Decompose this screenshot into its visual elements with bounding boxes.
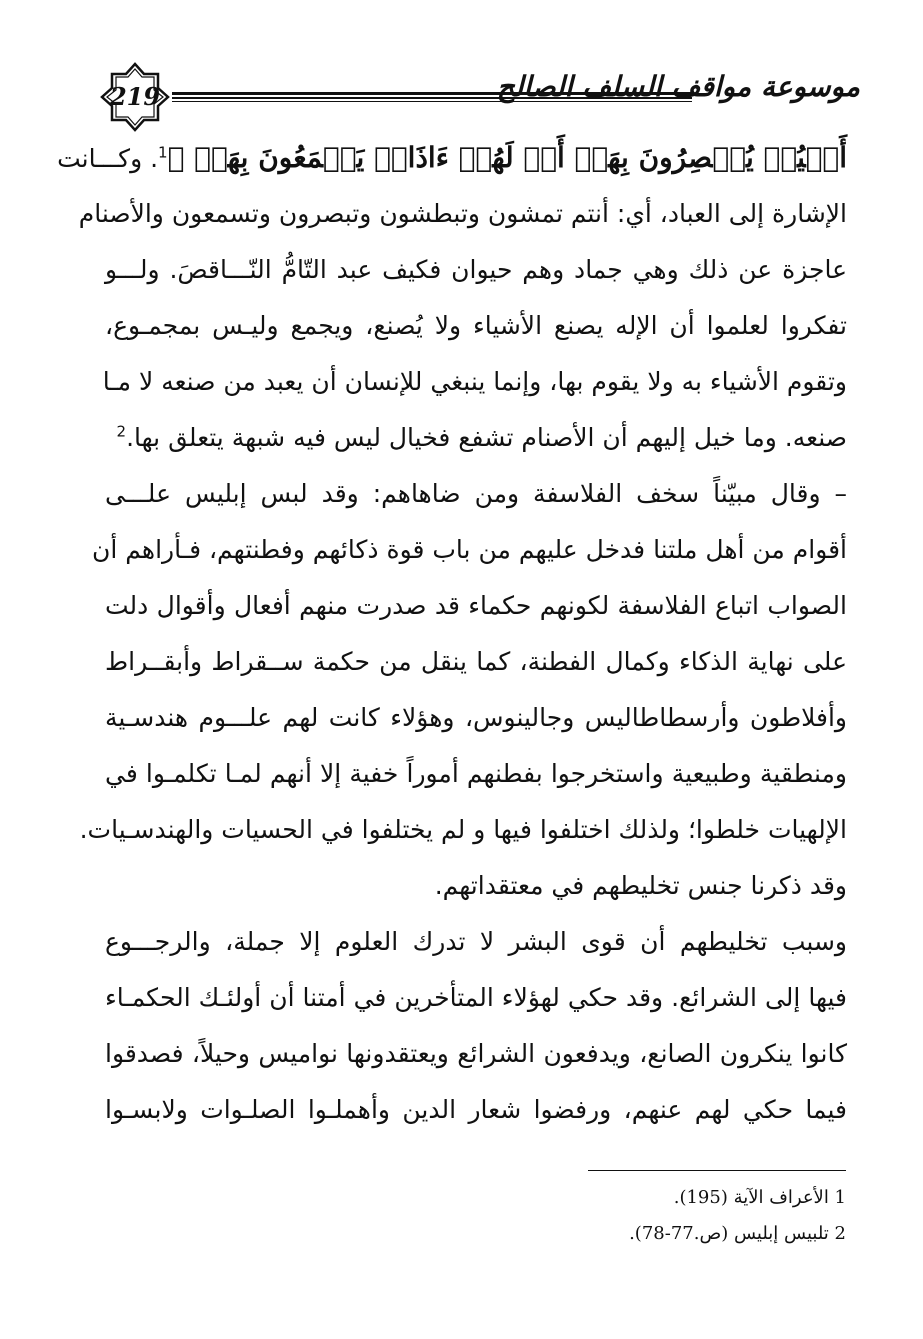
text-line: على نهاية الذكاء وكمال الفطنة، كما ينقل من حكمة ســقراط وأبقــراط <box>105 647 847 676</box>
text-line: الإلهيات خلطوا؛ ولذلك اختلفوا فيها و لم يختلفوا في الحسيات والهندسـيات. <box>79 815 847 844</box>
line-continuation: . وكـــانت <box>57 144 159 173</box>
footnote-ref: 1 <box>158 143 168 162</box>
main-text <box>57 130 847 1138</box>
text-line: الصواب اتباع الفلاسفة لكونهم حكماء قد صدرت منهم أفعال وأقوال دلت <box>105 591 847 620</box>
text-line: أقوام من أهل ملتنا فدخل عليهم من باب قوة ذكائهم وفطنتهم، فـأراهم أن <box>92 535 847 564</box>
footnotes <box>450 1180 846 1252</box>
text-line: – وقال مبيّناً سخف الفلاسفة ومن ضاهاهم: وقد لبس إبليس علـــى <box>105 479 847 508</box>
footnote-ref: 2 <box>116 422 127 441</box>
text-line: وأفلاطون وأرسطاطاليس وجالينوس، وهؤلاء كانت لهم علـــوم هندسـية <box>105 703 847 732</box>
text-line: فيها إلى الشرائع. وقد حكي لهؤلاء المتأخرين في أمتنا أن أولئـك الحكمـاء <box>105 983 847 1012</box>
footnote-2: 2 تلبيس إبليس (ص.77-78). <box>629 1223 846 1244</box>
page-number-badge <box>100 62 170 132</box>
text-line: فيما حكي لهم عنهم، ورفضوا شعار الدين وأهملـوا الصلـوات ولابسـوا <box>105 1095 847 1124</box>
quran-verse: أَعۡيُنٞ يُبۡصِرُونَ بِهَآۖ أَمۡ لَهُمۡ ءَاذَانٞ يَسۡمَعُونَ بِهَاۗ ﴾ <box>167 141 847 174</box>
page-number: 219 <box>109 82 161 111</box>
text-line: الإشارة إلى العباد، أي: أنتم تمشون وتبطشون وتبصرون وتسمعون والأصنام <box>78 199 847 228</box>
text-line <box>105 410 847 466</box>
text-line: كانوا ينكرون الصانع، ويدفعون الشرائع ويعتقدونها نواميس وحيلاً، فصدقوا <box>105 1039 847 1068</box>
text-line: وسبب تخليطهم أن قوى البشر لا تدرك العلوم إلا جملة، والرجـــوع <box>105 927 847 956</box>
book-title: موسوعة مواقف السلف الصالح <box>496 70 860 103</box>
page-header <box>100 62 860 132</box>
footnote-divider <box>588 1170 846 1171</box>
text-line: وتقوم الأشياء به ولا يقوم بها، وإنما ينبغي للإنسان أن يعبد من صنعه لا مـا <box>102 367 847 396</box>
text-line: وقد ذكرنا جنس تخليطهم في معتقداتهم. <box>434 871 847 900</box>
footnote-1: 1 الأعراف الآية (195). <box>673 1187 846 1208</box>
text-line: عاجزة عن ذلك وهي جماد وهم حيوان فكيف عبد التّامُّ النّـــاقصَ. ولـــو <box>105 255 847 284</box>
line-text: صنعه. وما خيل إليهم أن الأصنام تشفع فخيال ليس فيه شبهة يتعلق بها. <box>126 423 847 452</box>
text-line: ومنطقية وطبيعية واستخرجوا بفطنهم أموراً خفية إلا أنهم لمـا تكلمـوا في <box>105 759 847 788</box>
text-line <box>57 130 847 186</box>
text-line: تفكروا لعلموا أن الإله يصنع الأشياء ولا يُصنع، ويجمع وليـس بمجمـوع، <box>105 311 847 340</box>
